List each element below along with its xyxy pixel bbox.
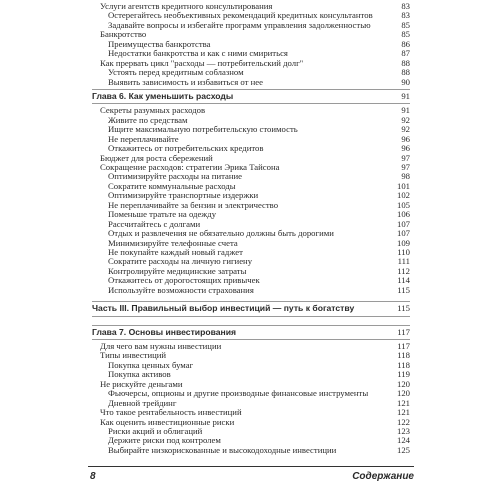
toc-entry-title: Устоять перед кредитным соблазном	[108, 67, 244, 78]
section-gap	[92, 319, 410, 323]
toc-entry-page: 92	[401, 114, 410, 125]
toc-entry-title: Услуги агентств кредитного консультирования	[100, 1, 273, 11]
toc-entry-title: Покупка активов	[108, 369, 171, 380]
toc-entry-page: 97	[401, 152, 410, 163]
page-number: 8	[90, 471, 96, 482]
toc-entry-title: Держите риски под контролем	[108, 435, 221, 446]
toc-entry-title: Сокращение расходов: стратегии Эрика Тайсона	[100, 162, 280, 172]
toc-entry-title: Контролируйте медицинские затраты	[108, 265, 247, 276]
toc-entry-title: Бюджет для роста сбережений	[100, 152, 213, 163]
toc-entry-page: 125	[396, 444, 410, 455]
toc-entry-title: Фьючерсы, опционы и другие производные финансовые инструменты	[108, 388, 369, 399]
toc-entry-row[interactable]	[92, 286, 410, 295]
toc-entry-page: 118	[397, 350, 410, 361]
table-of-contents	[92, 2, 410, 455]
toc-entry-title: Глава 6. Как уменьшить расходы	[92, 90, 234, 101]
toc-entry-page: 119	[397, 369, 410, 380]
toc-entry-page: 124	[396, 435, 410, 446]
toc-entry-title: Поменьше тратьте на одежду	[108, 209, 217, 220]
toc-entry-title: Минимизируйте телефонные счета	[108, 237, 238, 248]
toc-entry-page: 117	[397, 341, 410, 351]
toc-entry-title: Откажитесь от дорогостоящих привычек	[108, 275, 260, 286]
toc-entry-title: Выявить зависимость и избавиться от нее	[108, 76, 263, 87]
toc-entry-page: 114	[397, 275, 410, 286]
toc-entry-page: 102	[396, 190, 410, 201]
toc-entry-page: 91	[401, 105, 410, 116]
toc-entry-title: Дневной трейдинг	[108, 397, 177, 408]
toc-entry-title: Глава 7. Основы инвестирования	[92, 326, 237, 337]
toc-entry-page: 112	[397, 265, 410, 276]
toc-entry-page: 118	[397, 359, 410, 370]
toc-entry-title: Ищите максимальную потребительскую стоимость	[108, 124, 298, 135]
toc-entry-page: 115	[397, 303, 410, 314]
toc-entry-page: 98	[401, 171, 410, 182]
toc-entry-title: Не переплачивайте за бензин и электричество	[108, 199, 279, 210]
toc-entry-page: 117	[397, 326, 410, 337]
toc-entry-title: Как прервать цикл "расходы — потребительский долг"	[100, 57, 304, 68]
toc-entry-page: 85	[401, 29, 410, 40]
toc-entry-page: 109	[396, 237, 410, 248]
toc-entry-page: 96	[401, 143, 410, 154]
toc-entry-page: 85	[401, 19, 410, 30]
toc-entry-page: 110	[397, 246, 410, 257]
page-footer	[88, 466, 414, 481]
section-rule	[92, 316, 410, 317]
toc-entry-page: 101	[396, 180, 410, 191]
toc-entry-title: Выбирайте низкорискованные и высокодоходные инвестиции	[108, 444, 337, 455]
toc-entry-page: 92	[401, 124, 410, 135]
toc-entry-title: Преимущества банкротства	[108, 38, 211, 49]
toc-entry-page: 107	[396, 228, 410, 239]
toc-entry-title: Отдых и развлечения не обязательно должны быть дорогими	[108, 228, 334, 239]
section-rule	[92, 301, 410, 302]
toc-entry-page: 106	[396, 209, 410, 220]
toc-chapter-row[interactable]	[92, 328, 410, 337]
toc-entry-title: Что такое рентабельность инвестиций	[100, 407, 242, 418]
toc-entry-page: 88	[401, 67, 410, 78]
toc-entry-title: Секреты разумных расходов	[100, 105, 206, 116]
running-section-title: Содержание	[352, 471, 414, 482]
toc-entry-page: 121	[396, 397, 410, 408]
toc-entry-page: 120	[396, 378, 410, 389]
toc-chapter-row[interactable]	[92, 92, 410, 101]
toc-entry-title: Используйте возможности страхования	[108, 284, 254, 295]
toc-chapter-row[interactable]	[92, 304, 410, 313]
toc-entry-row[interactable]	[92, 446, 410, 455]
toc-entry-title: Как оценить инвестиционные риски	[100, 416, 235, 427]
toc-entry-page: 122	[396, 416, 410, 427]
section-rule	[92, 325, 410, 326]
toc-entry-title: Не переплачивайте	[108, 133, 179, 144]
toc-entry-page: 107	[396, 218, 410, 229]
section-rule	[92, 339, 410, 340]
toc-entry-page: 83	[401, 1, 410, 11]
toc-entry-page: 96	[401, 133, 410, 144]
toc-entry-title: Сократите коммунальные расходы	[108, 180, 236, 191]
toc-entry-page: 111	[397, 256, 410, 267]
toc-entry-row[interactable]	[92, 78, 410, 87]
toc-entry-title: Часть III. Правильный выбор инвестиций — путь к богатству	[92, 303, 355, 314]
toc-entry-page: 90	[401, 76, 410, 87]
section-rule	[92, 89, 410, 90]
toc-entry-title: Задавайте вопросы и избегайте программ управления задолженностью	[108, 19, 371, 30]
toc-entry-title: Покупка ценных бумаг	[108, 359, 194, 370]
toc-entry-page: 115	[397, 284, 410, 295]
section-rule	[92, 103, 410, 104]
toc-entry-page: 97	[401, 162, 410, 172]
section-gap	[92, 295, 410, 299]
toc-entry-title: Банкротство	[100, 29, 147, 40]
toc-entry-title: Сократите расходы на личную гигиену	[108, 256, 253, 267]
toc-entry-page: 88	[401, 57, 410, 68]
toc-entry-page: 87	[401, 48, 410, 59]
toc-entry-title: Типы инвестиций	[100, 350, 167, 361]
toc-entry-page: 105	[396, 199, 410, 210]
toc-entry-title: Остерегайтесь необъективных рекомендаций кредитных консультантов	[108, 10, 373, 21]
toc-entry-title: Оптимизируйте расходы на питание	[108, 171, 243, 182]
toc-entry-page: 91	[401, 90, 410, 101]
toc-entry-title: Рассчитайтесь с долгами	[108, 218, 201, 229]
toc-entry-page: 123	[396, 425, 410, 436]
toc-entry-title: Для чего вам нужны инвестиции	[100, 341, 222, 351]
toc-entry-title: Недостатки банкротства и как с ними смириться	[108, 48, 288, 59]
toc-entry-title: Риски акций и облигаций	[108, 425, 203, 436]
toc-entry-title: Не покупайте каждый новый гаджет	[108, 246, 243, 257]
toc-entry-page: 121	[396, 407, 410, 418]
toc-entry-page: 83	[401, 10, 410, 21]
toc-entry-title: Не рискуйте деньгами	[100, 378, 183, 389]
toc-entry-page: 86	[401, 38, 410, 49]
toc-entry-title: Оптимизируйте транспортные издержки	[108, 190, 259, 201]
toc-entry-title: Живите по средствам	[108, 114, 188, 125]
toc-entry-page: 120	[396, 388, 410, 399]
toc-entry-title: Откажитесь от потребительских кредитов	[108, 143, 264, 154]
